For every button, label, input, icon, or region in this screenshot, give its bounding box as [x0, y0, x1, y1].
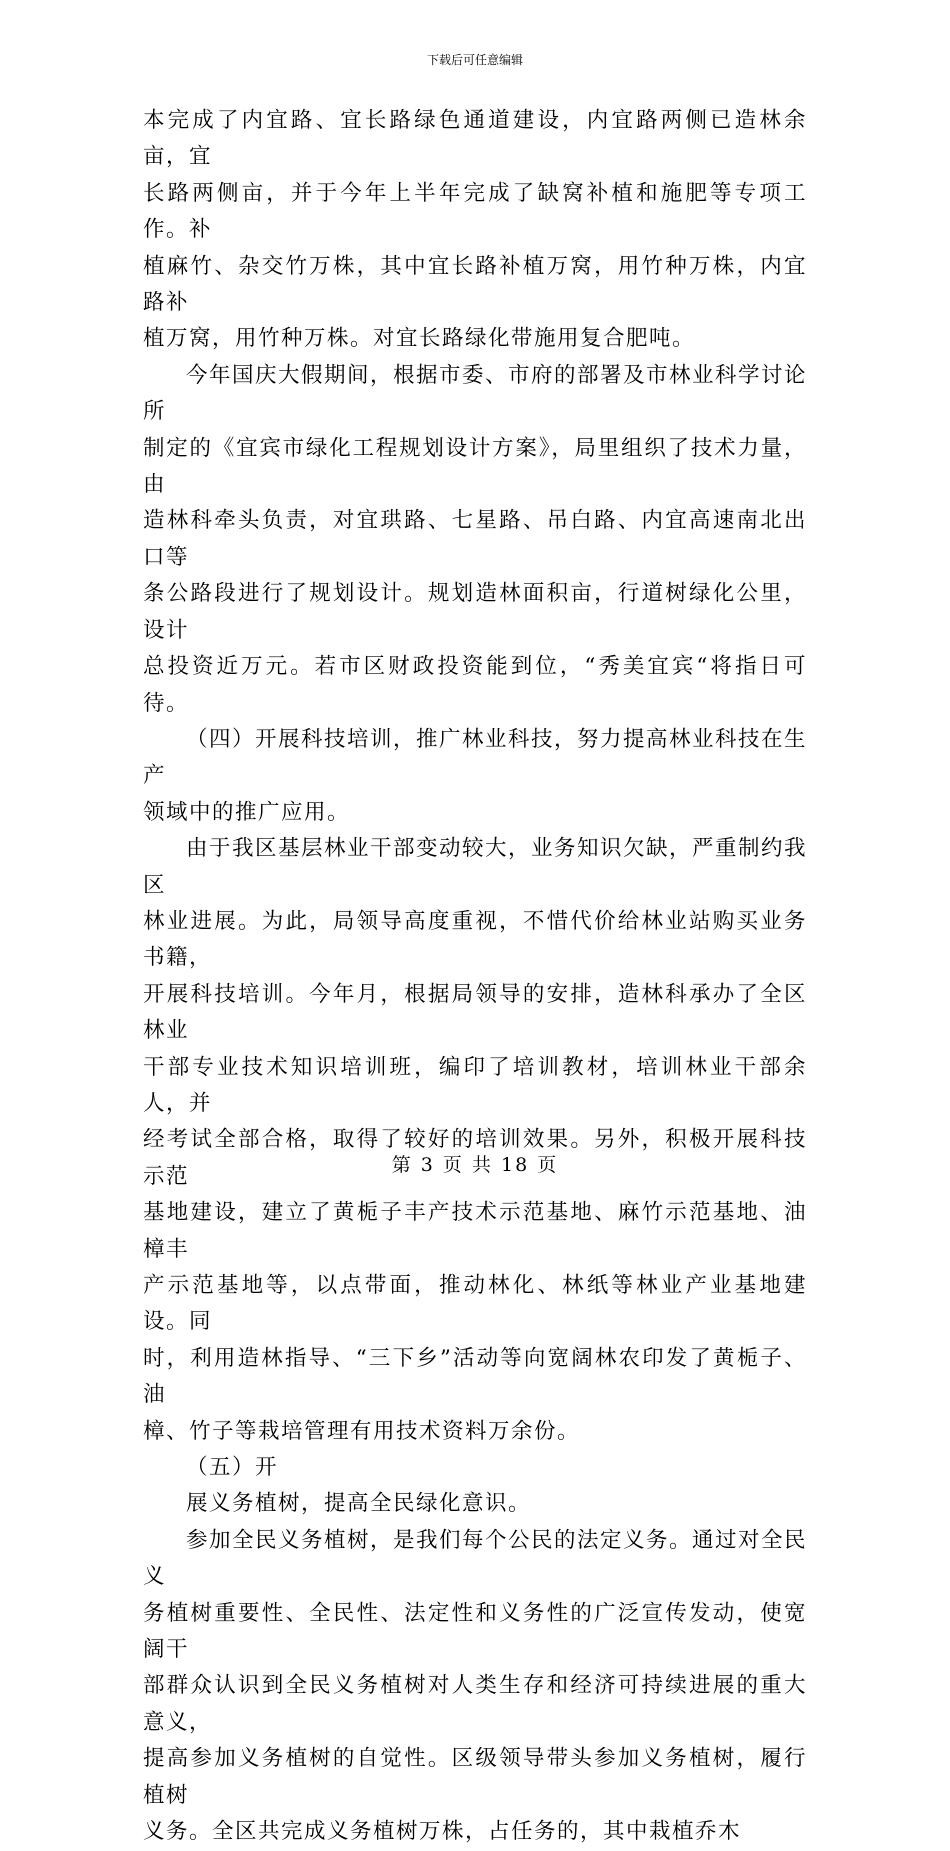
paragraph-training: 由于我区基层林业干部变动较大，业务知识欠缺，严重制约我区 林业进展。为此，局领导高度重视，不惜代价给林业站购买业务书籍， 开展科技培训。今年月，根据局领导的安排，造林科承办了全区林业 干部专业技术知识培训班，编印了培训教材，培训林业干部余人，并 经考试全部合格，取得了较好的培训效果。另外，积极开展科技示范 基地建设，建立了黄栀子丰产技术示范基地、麻竹示范基地、油樟丰 产示范基地等，以点带面，推动林化、林纸等林业产业基地建设。同 时，利用造林指导、“三下乡”活动等向宽阔林农印发了黄栀子、油 樟、竹子等栽培管理有用技术资料万余份。	[143, 836, 808, 1444]
page-number-footer: 第 3 页 共 18 页	[391, 1154, 559, 1176]
section-heading-4: （四）开展科技培训，推广林业科技，努力提高林业科技在生产 领域中的推广应用。	[143, 726, 808, 825]
section-heading-5-end: 展义务植树，提高全民绿化意识。	[186, 1491, 532, 1517]
paragraph-national-day-planning: 今年国庆大假期间，根据市委、市府的部署及市林业科学讨论所 制定的《宜宾市绿化工程规划设计方案》，局里组织了技术力量，由 造林科牵头负责，对宜珙路、七星路、吊白路、内宜高速南北出口等 条公路段进行了规划设计。规划造林面积亩，行道树绿化公里，设计 总投资近万元。若市区财政投资能到位，“秀美宜宾“将指日可待。	[143, 362, 808, 716]
section-heading-5-start: （五）开	[186, 1455, 279, 1481]
paragraph-greenway: 本完成了内宜路、宜长路绿色通道建设，内宜路两侧已造林余亩，宜 长路两侧亩，并于今年上半年完成了缺窝补植和施肥等专项工作。补 植麻竹、杂交竹万株，其中宜长路补植万窝，用竹种万株，内宜路补 植万窝，用竹种万株。对宜长路绿化带施用复合肥吨。	[143, 108, 807, 352]
paragraph-tree-planting: 参加全民义务植树，是我们每个公民的法定义务。通过对全民义 务植树重要性、全民性、法定性和义务性的广泛宣传发动，使宽阔干 部群众认识到全民义务植树对人类生存和经济可持续进展的重大意义， 提高参加义务植树的自觉性。区级领导带头参加义务植树，履行植树 义务。全区共完成义务植树万株，占任务的，其中栽植乔木	[143, 1527, 808, 1845]
document-body	[143, 103, 807, 1851]
page-header: 下载后可任意编辑	[426, 53, 523, 67]
